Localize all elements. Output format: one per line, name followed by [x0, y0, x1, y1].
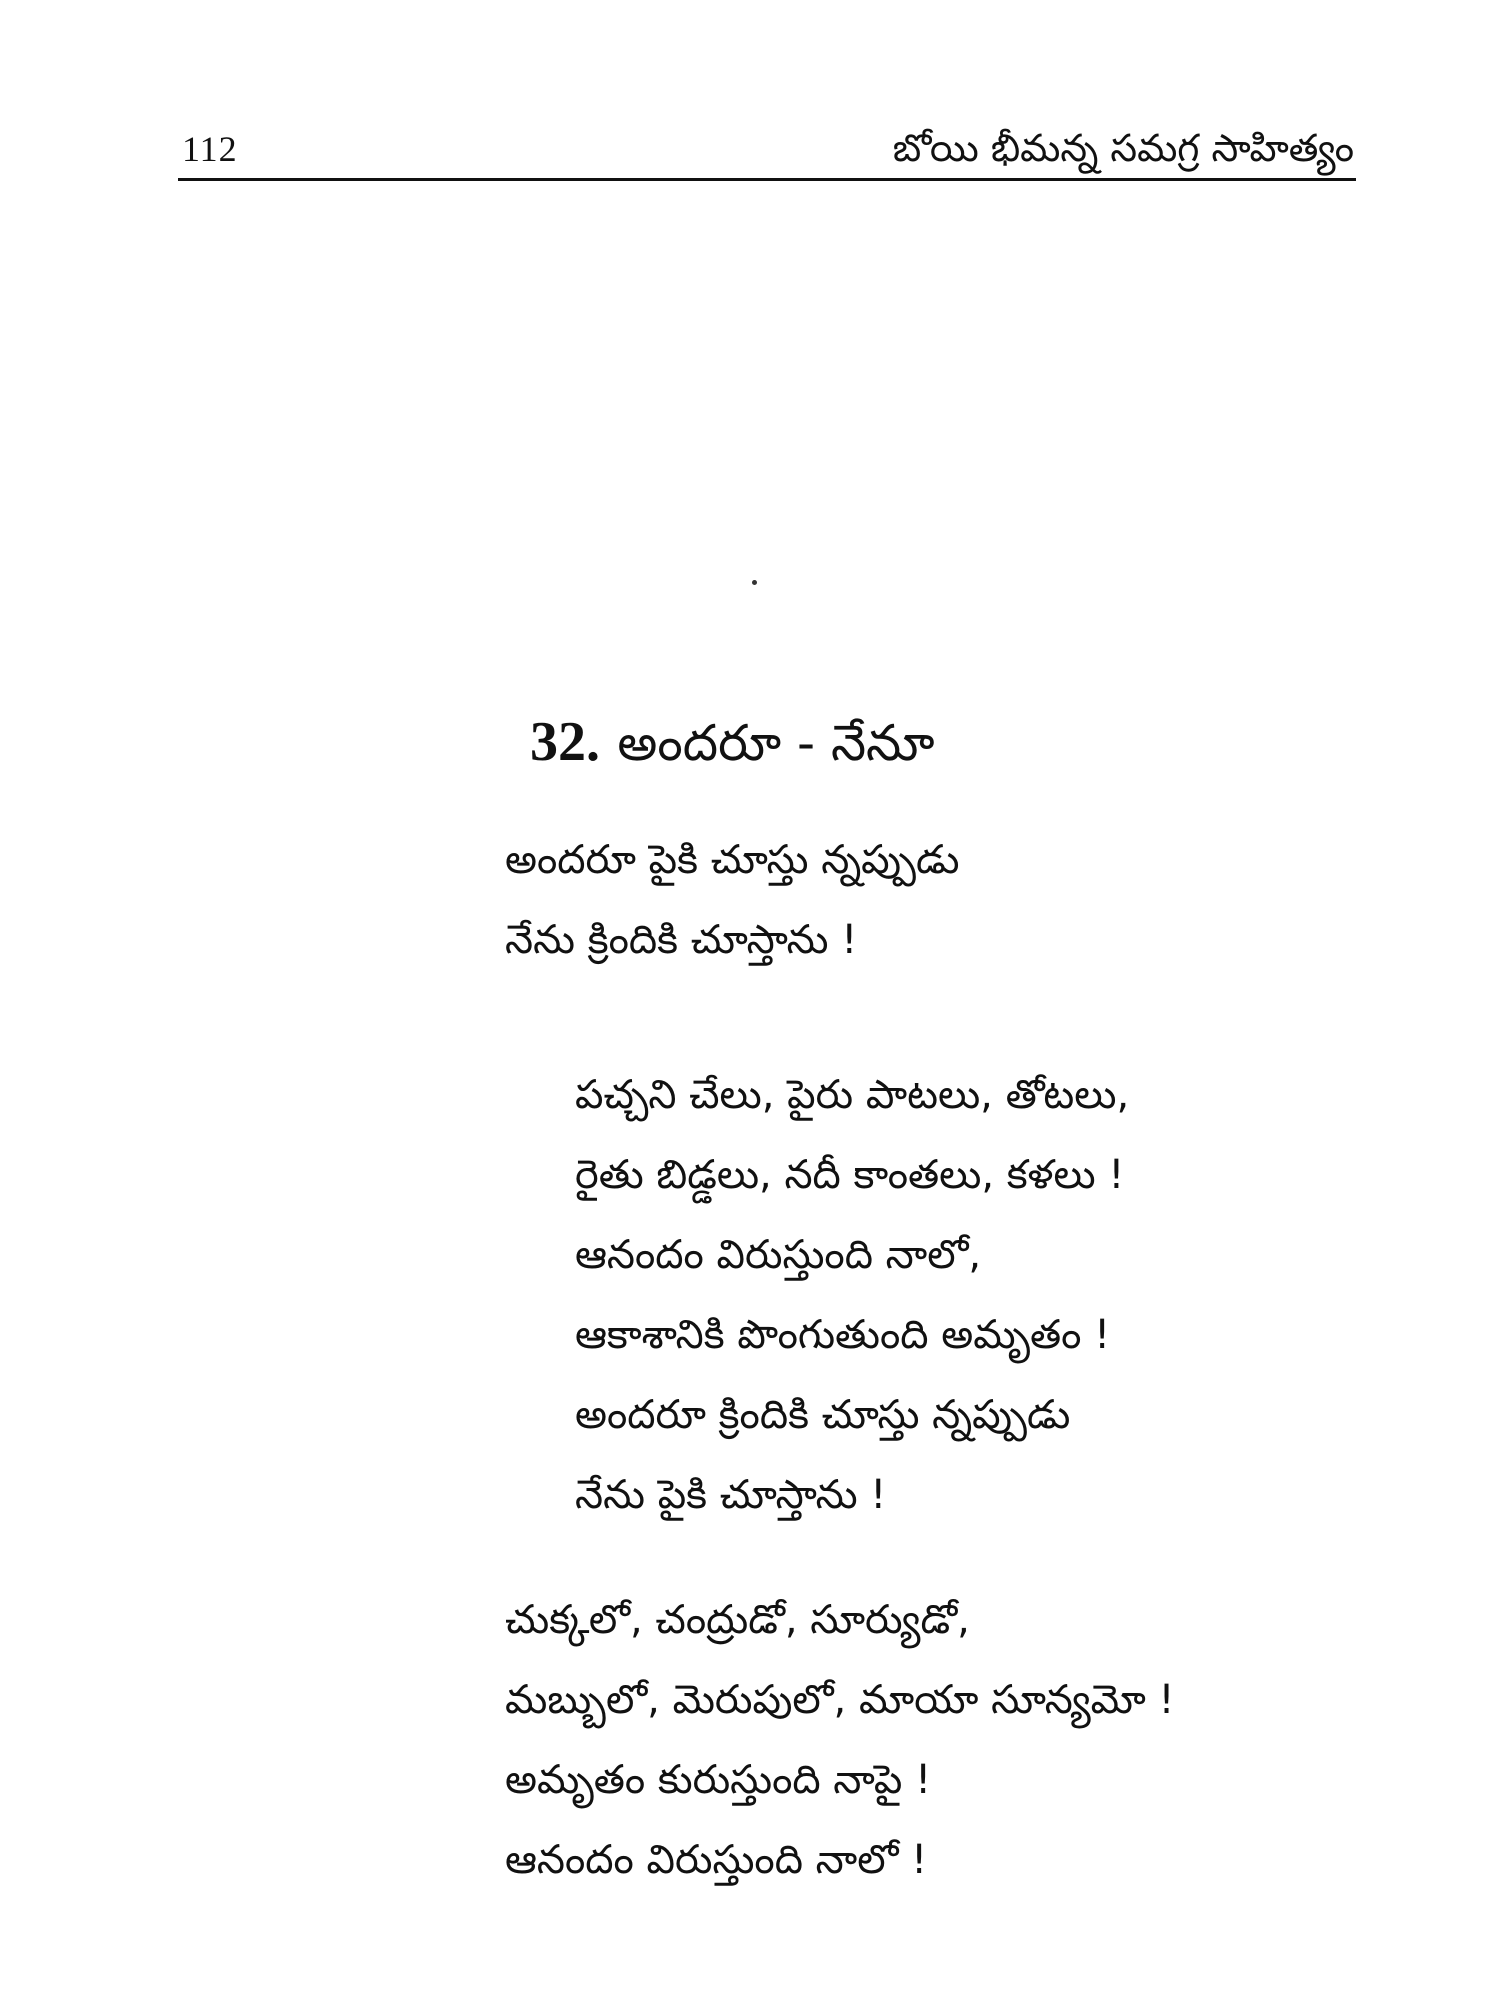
page-header — [178, 120, 1356, 180]
stanza-2 — [575, 1055, 1129, 1535]
poem-line: మబ్బులో, మెరుపులో, మాయా సూన్యమో ! — [505, 1677, 1175, 1723]
print-speck — [752, 580, 757, 585]
stanza-3 — [505, 1580, 1175, 1900]
page-number: 112 — [182, 129, 238, 169]
poem-title — [530, 710, 935, 785]
stanza-1 — [505, 820, 959, 980]
poem-line: రైతు బిడ్డలు, నదీ కాంతలు, కళలు ! — [575, 1152, 1125, 1198]
poem-line: చుక్కలో, చంద్రుడో, సూర్యుడో, — [505, 1597, 970, 1643]
poem-title-text: అందరూ - నేనూ — [617, 713, 935, 772]
header-rule — [178, 178, 1356, 181]
poem-line: అమృతం కురుస్తుంది నాపై ! — [505, 1757, 932, 1803]
poem-line: నేను పైకి చూస్తాను ! — [575, 1472, 887, 1518]
poem-line: అందరూ క్రిందికి చూస్తు న్నప్పుడు — [575, 1392, 1071, 1438]
poem-line: నేను క్రిందికి చూస్తాను ! — [505, 917, 858, 963]
poem-line: పచ్చని చేలు, పైరు పాటలు, తోటలు, — [575, 1072, 1130, 1118]
poem-line: ఆనందం విరుస్తుంది నాలో ! — [505, 1837, 928, 1883]
poem-line: ఆకాశానికి పొంగుతుంది అమృతం ! — [575, 1312, 1111, 1358]
running-title: బోయి భీమన్న సమగ్ర సాహిత్యం — [892, 126, 1354, 170]
poem-line: ఆనందం విరుస్తుంది నాలో, — [575, 1232, 982, 1278]
poem-number: 32. — [530, 710, 600, 773]
poem-line: అందరూ పైకి చూస్తు న్నప్పుడు — [505, 837, 960, 883]
